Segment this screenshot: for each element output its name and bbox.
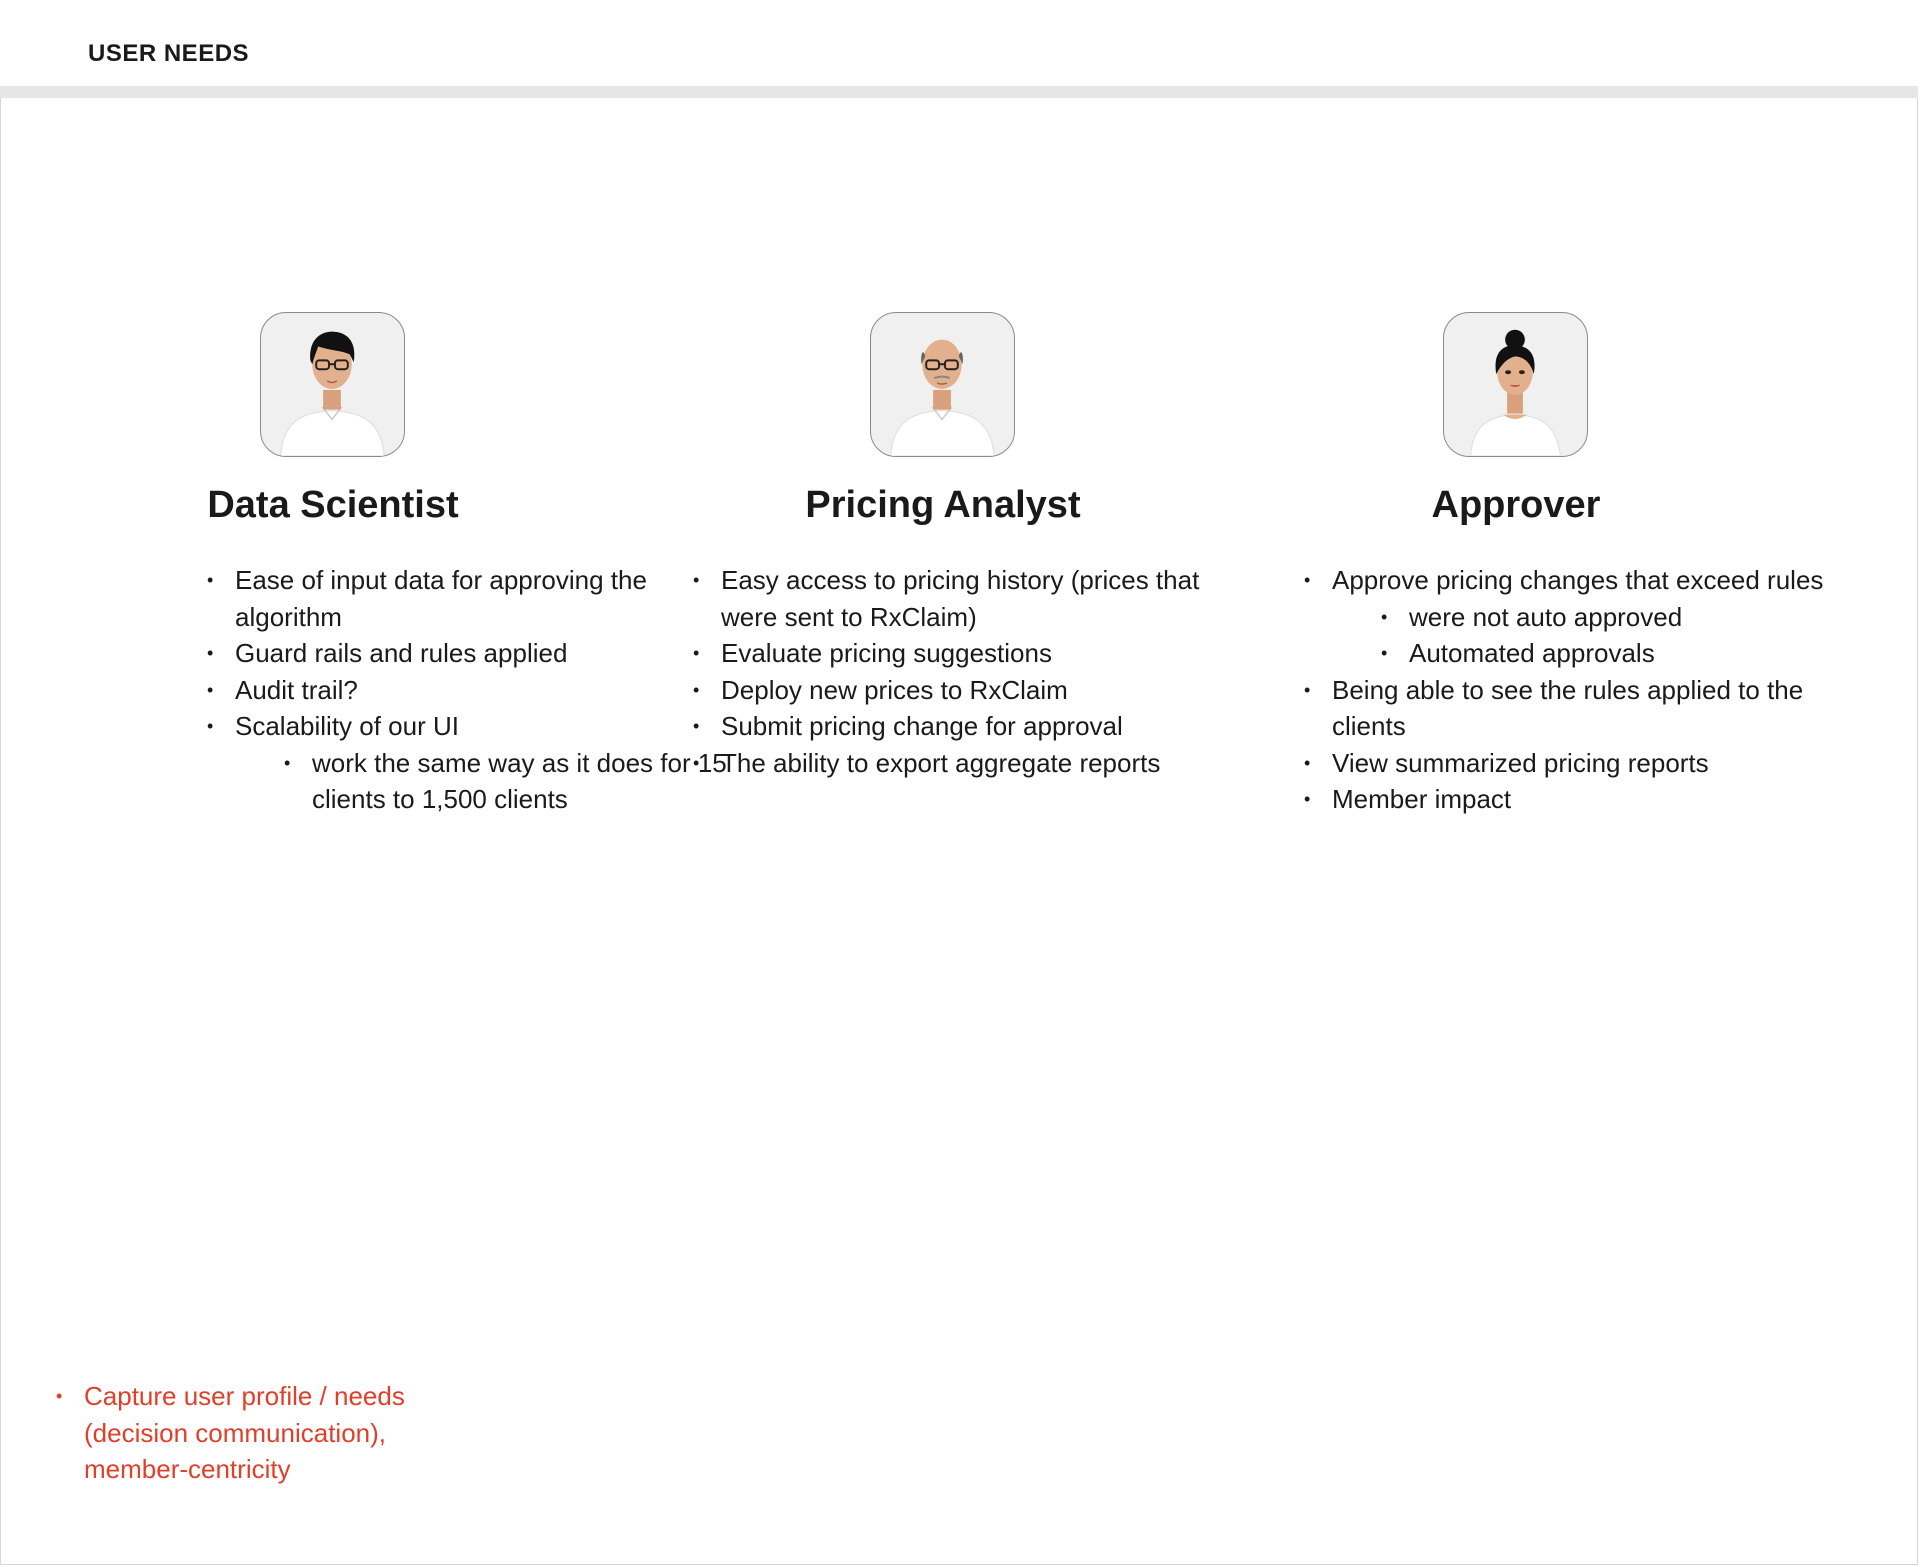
list-item: • were not auto approved <box>1304 599 1864 636</box>
presenter-note <box>56 1378 476 1488</box>
list-item: • work the same way as it does for 15 clients to 1,500 clients <box>207 745 727 818</box>
list-item: • Being able to see the rules applied to the clients <box>1304 672 1864 745</box>
list-item: • Evaluate pricing suggestions <box>693 635 1213 672</box>
list-item: • Scalability of our UI <box>207 708 727 745</box>
needs-list <box>1304 562 1864 818</box>
list-item: • View summarized pricing reports <box>1304 745 1864 782</box>
list-item: • Easy access to pricing history (prices that were sent to RxClaim) <box>693 562 1213 635</box>
list-item: • Guard rails and rules applied <box>207 635 727 672</box>
persona-name: Approver <box>1431 484 1601 526</box>
list-item: • Deploy new prices to RxClaim <box>693 672 1213 709</box>
note-item: • Capture user profile / needs (decision communication), member-centricity <box>56 1378 476 1488</box>
list-item: • Ease of input data for approving the algorithm <box>207 562 727 635</box>
list-item: • Approve pricing changes that exceed rules <box>1304 562 1864 599</box>
list-item: • Automated approvals <box>1304 635 1864 672</box>
list-item: • Member impact <box>1304 781 1864 818</box>
list-item: • Audit trail? <box>207 672 727 709</box>
header-bar <box>0 0 1918 98</box>
page-title: USER NEEDS <box>88 40 250 67</box>
needs-list <box>693 562 1213 781</box>
male-glasses-avatar-icon <box>260 312 405 457</box>
list-item: • Submit pricing change for approval <box>693 708 1213 745</box>
persona-name: Data Scientist <box>207 484 459 526</box>
female-avatar-icon <box>1443 312 1588 457</box>
older-male-glasses-avatar-icon <box>870 312 1015 457</box>
needs-list <box>207 562 727 818</box>
list-item: • The ability to export aggregate reports <box>693 745 1213 782</box>
persona-name: Pricing Analyst <box>805 484 1081 526</box>
